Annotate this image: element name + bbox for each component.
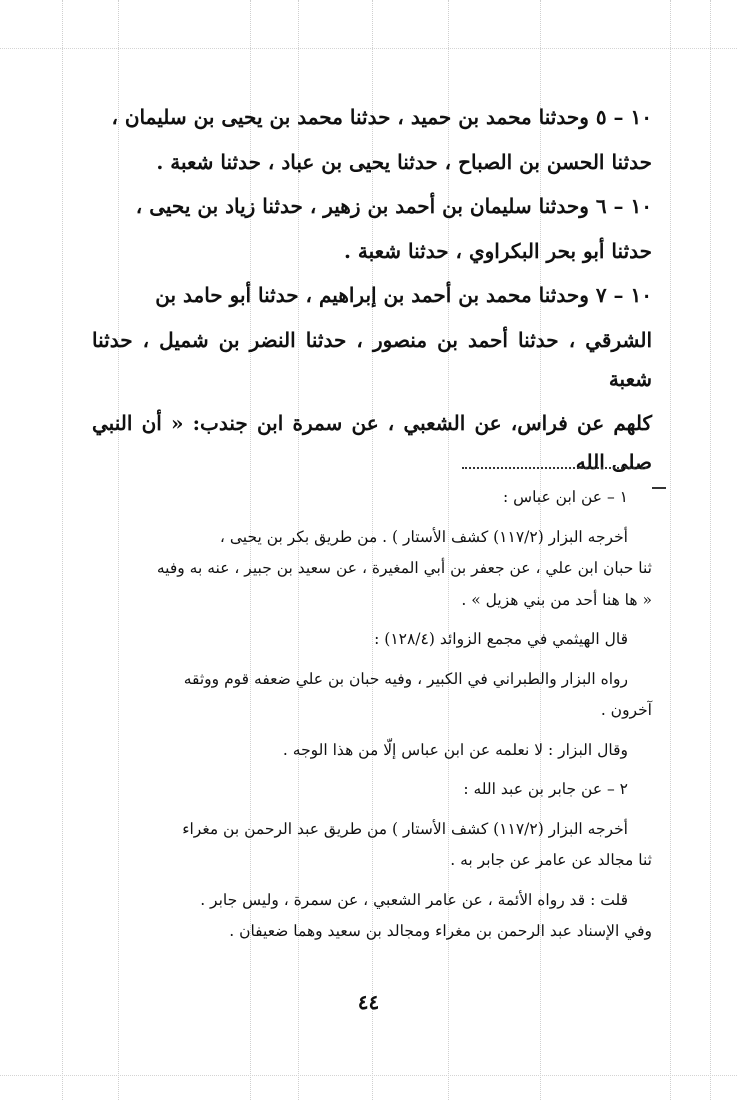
margin-mark — [652, 487, 666, 489]
text-line: كلهم عن فراس، عن الشعبي ، عن سمرة ابن جندب: « أن النبي صلى الله — [92, 411, 652, 474]
footnotes — [92, 482, 652, 948]
footnote-line: وقال البزار : لا نعلمه عن ابن عباس إلّا من هذا الوجه . — [282, 740, 628, 759]
main-text — [92, 98, 652, 487]
page-number: ٤٤ — [357, 990, 380, 1014]
footnote-line: وفي الإسناد عبد الرحمن بن مغراء ومجالد بن سعيد وهما ضعيفان . — [229, 922, 652, 940]
footnote-line: رواه البزار والطبراني في الكبير ، وفيه حبان بن علي ضعفه قوم ووثقه — [183, 669, 628, 688]
grid-line — [0, 1075, 737, 1076]
text-line: حدثنا أبو بحر البكراوي ، حدثنا شعبة . — [343, 238, 652, 263]
footnote-heading: ١ – عن ابن عباس : — [503, 488, 628, 506]
grid-line — [670, 0, 671, 1100]
text-line: الشرقي ، حدثنا أحمد بن منصور ، حدثنا النضر بن شميل ، حدثنا شعبة — [92, 327, 652, 391]
footnote-line: ثنا مجالد عن عامر عن جابر به . — [450, 851, 652, 869]
footnote-heading: ٢ – عن جابر بن عبد الله : — [463, 780, 628, 798]
text-line: ١٠ – ٦ وحدثنا سليمان بن أحمد بن زهير ، حدثنا زياد بن يحيى ، — [135, 194, 652, 219]
text-line: ١٠ – ٧ وحدثنا محمد بن أحمد بن إبراهيم ، حدثنا أبو حامد بن — [155, 283, 652, 308]
footnote-line: ثنا حبان ابن علي ، عن جعفر بن أبي المغيرة ، عن سعيد بن جبير ، عنه به وفيه — [156, 559, 652, 577]
grid-line — [0, 48, 737, 49]
footnote-line: آخرون . — [600, 701, 652, 719]
footnote-separator — [462, 467, 647, 469]
grid-line — [62, 0, 63, 1100]
text-line: ١٠ – ٥ وحدثنا محمد بن حميد ، حدثنا محمد بن يحيى بن سليمان ، — [111, 105, 652, 129]
footnote-line: أخرجه البزار (١١٧/٢) كشف الأستار ) من طريق عبد الرحمن بن مغراء — [182, 819, 628, 838]
footnote-line: قال الهيثمي في مجمع الزوائد (١٢٨/٤) : — [374, 630, 628, 648]
grid-line — [710, 0, 711, 1100]
footnote-line: قلت : قد رواه الأئمة ، عن عامر الشعبي ، عن سمرة ، وليس جابر . — [200, 890, 628, 909]
footnote-line: « ها هنا أحد من بني هزيل » . — [461, 590, 652, 609]
footnote-line: أخرجه البزار (١١٧/٢) كشف الأستار ) . من طريق بكر بن يحيى ، — [219, 527, 628, 546]
text-line: حدثنا الحسن بن الصباح ، حدثنا يحيى بن عباد ، حدثنا شعبة . — [156, 149, 652, 174]
